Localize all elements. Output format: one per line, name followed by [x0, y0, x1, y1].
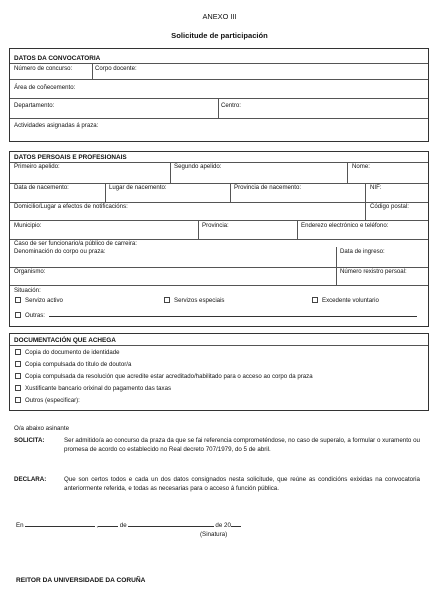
doc-item-label: Outros (especificar):	[25, 397, 80, 404]
numero-rexistro-field[interactable]: Número rexistro persoal:	[340, 268, 407, 275]
row-divider	[10, 285, 428, 286]
organismo-field[interactable]: Organismo:	[14, 268, 46, 275]
excedente-checkbox[interactable]	[312, 297, 318, 303]
doc-item-label: Copia do documento de identidade	[25, 349, 120, 356]
convocatoria-heading-divider	[10, 63, 428, 64]
codigo-postal-field[interactable]: Código postal:	[370, 203, 409, 210]
data-nacemento-field[interactable]: Data de nacemento:	[14, 184, 69, 191]
vertical-divider	[365, 183, 366, 202]
servizos-especiais-checkbox[interactable]	[164, 297, 170, 303]
annex-label: ANEXO III	[202, 12, 237, 21]
nome-field[interactable]: Nome:	[352, 163, 370, 170]
footer-recipient: REITOR DA UNIVERSIDADE DA CORUÑA	[16, 577, 146, 584]
area-field[interactable]: Área de coñecemento:	[14, 84, 76, 91]
lugar-nacemento-field[interactable]: Lugar de nacemento:	[109, 184, 167, 191]
month-blank[interactable]	[128, 526, 214, 527]
doc-checkbox[interactable]	[15, 373, 21, 379]
vertical-divider	[105, 183, 106, 202]
documentacion-heading: DOCUMENTACIÓN QUE ACHEGA	[14, 337, 116, 344]
day-blank[interactable]	[98, 526, 118, 527]
provincia-field[interactable]: Provincia:	[202, 222, 229, 229]
documentacion-section	[9, 333, 429, 411]
doc-item[interactable]	[15, 361, 131, 368]
provincia-nacemento-field[interactable]: Provincia de nacemento:	[234, 184, 302, 191]
data-ingreso-field[interactable]: Data de ingreso:	[340, 248, 385, 255]
enderezo-field[interactable]: Enderezo electrónico e teléfono:	[301, 222, 389, 229]
doc-item[interactable]	[15, 349, 120, 356]
signature-year: de 20	[215, 522, 231, 529]
outras-option[interactable]	[15, 312, 417, 319]
row-divider	[10, 98, 428, 99]
servizo-activo-option[interactable]	[15, 297, 63, 304]
vertical-divider	[336, 247, 337, 267]
doc-item[interactable]	[15, 397, 80, 404]
sinatura-label: (Sinatura)	[200, 531, 228, 538]
vertical-divider	[218, 98, 219, 118]
excedente-option[interactable]	[312, 297, 379, 304]
doc-checkbox[interactable]	[15, 397, 21, 403]
servizos-especiais-option[interactable]	[164, 297, 224, 304]
persoais-heading: DATOS PERSOAIS E PROFESIONAIS	[14, 154, 127, 161]
solicita-text: Ser admitido/a ao concurso da praza da que se fai referencia comprometéndose, no caso de superalo, a formular o xuramento ou promesa de acordo co establecido no Real decreto 707/1979, do 5 de abril.	[64, 437, 420, 454]
doc-item-label: Copia compulsada do título de doutor/a	[25, 361, 132, 368]
form-title: Solicitude de participación	[171, 31, 268, 40]
servizo-activo-checkbox[interactable]	[15, 297, 21, 303]
row-divider	[10, 220, 428, 221]
vertical-divider	[336, 267, 337, 285]
row-divider	[10, 79, 428, 80]
solicita-keyword: SOLICITA:	[14, 437, 45, 444]
excedente-label: Excedente voluntario	[322, 297, 379, 304]
servizos-especiais-label: Servizos especiais	[174, 297, 225, 304]
vertical-divider	[297, 220, 298, 239]
doc-item-label: Xustificante bancario orixinal do pagamento das taxas	[25, 385, 172, 392]
situacion-label: Situación:	[14, 287, 41, 294]
centro-field[interactable]: Centro:	[221, 102, 241, 109]
servizo-activo-label: Servizo activo	[25, 297, 63, 304]
vertical-divider	[347, 162, 348, 183]
vertical-divider	[198, 220, 199, 239]
doc-checkbox[interactable]	[15, 349, 21, 355]
convocatoria-section	[9, 48, 429, 142]
row-divider	[10, 345, 428, 346]
doc-checkbox[interactable]	[15, 361, 21, 367]
vertical-divider	[365, 202, 366, 220]
denominacion-field[interactable]: Denominación do corpo ou praza:	[14, 248, 106, 255]
outras-checkbox[interactable]	[15, 312, 21, 318]
persoais-section	[9, 151, 429, 327]
signature-comma: ,	[96, 522, 99, 529]
departamento-field[interactable]: Departamento:	[14, 102, 55, 109]
declara-keyword: DECLARA:	[14, 476, 47, 483]
vertical-divider	[170, 162, 171, 183]
domicilio-field[interactable]: Domicilio/Lugar a efectos de notificacións:	[14, 203, 128, 210]
signature-en: En	[16, 522, 24, 529]
doc-item[interactable]	[15, 385, 171, 392]
nif-field[interactable]: NIF:	[370, 184, 382, 191]
row-divider	[10, 118, 428, 119]
place-blank[interactable]	[25, 526, 95, 527]
asinante-label: O/a abaixo asinante	[14, 425, 70, 432]
vertical-divider	[92, 63, 93, 79]
corpo-docente-field[interactable]: Corpo docente:	[95, 65, 137, 72]
outras-label: Outras:	[25, 312, 45, 319]
doc-checkbox[interactable]	[15, 385, 21, 391]
actividades-field[interactable]: Actividades asignadas á praza:	[14, 122, 99, 129]
declara-text: Que son certos todos e cada un dos datos consignados nesta solicitude, que reúne as condicións exixidas na convocatoria anteriormente referida, e todas as necesarias para o acceso á función pública.	[64, 476, 420, 493]
convocatoria-heading: DATOS DA CONVOCATORIA	[14, 55, 101, 62]
segundo-apelido-field[interactable]: Segundo apelido:	[174, 163, 222, 170]
outras-line[interactable]	[49, 316, 417, 317]
numero-concurso-field[interactable]: Número de concurso:	[14, 65, 73, 72]
doc-item[interactable]	[15, 373, 313, 380]
signature-de: de	[119, 522, 127, 529]
doc-item-label: Copia compulsada da resolución que acredite estar acreditado/habilitado para o acceso ao corpo da praza	[25, 373, 313, 380]
signature-line	[16, 522, 241, 529]
caso-funcionario-label: Caso de ser funcionario/a público de carreira:	[14, 240, 137, 247]
year-blank[interactable]	[231, 526, 241, 527]
primeiro-apelido-field[interactable]: Primeiro apelido:	[14, 163, 60, 170]
vertical-divider	[230, 183, 231, 202]
municipio-field[interactable]: Municipio:	[14, 222, 42, 229]
